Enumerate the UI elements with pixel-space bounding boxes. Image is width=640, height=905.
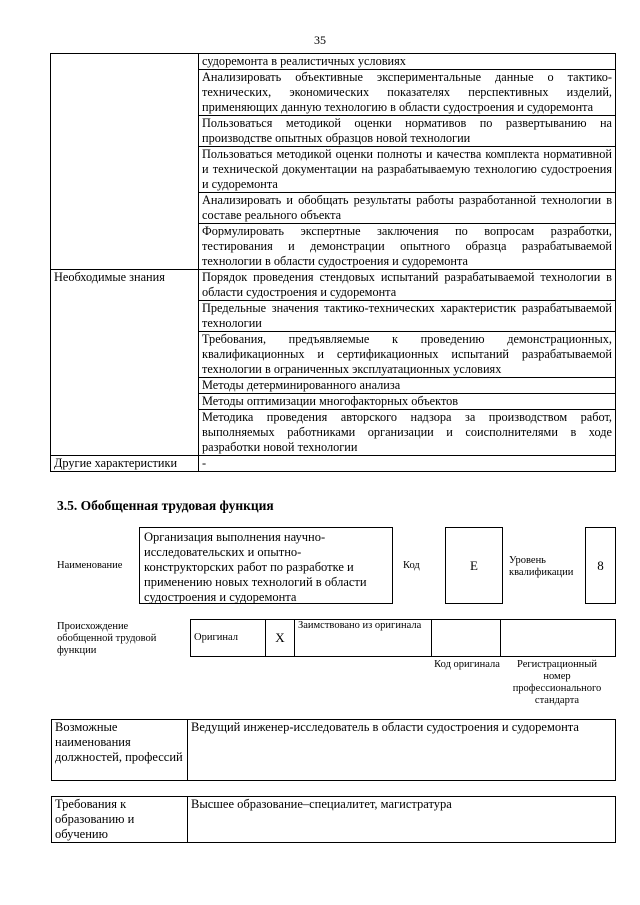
knowledge-item: Порядок проведения стендовых испытаний разрабатываемой технологии в области судостроения и судоремонта xyxy=(199,270,616,301)
table-row xyxy=(52,797,616,843)
name-label: Наименование xyxy=(57,560,123,571)
origin-table xyxy=(190,619,616,657)
knowledge-item: Требования, предъявляемые к проведению демонстрационных, квалификационных и сертификационных испытаний разрабатываемой технологии в ограниченных эксплуатационных условиях xyxy=(199,332,616,378)
code-label: Код xyxy=(403,560,420,571)
positions-value: Ведущий инженер-исследователь в области судостроения и судоремонта xyxy=(188,720,616,781)
function-name-box: Организация выполнения научно-исследовательских и опытно-конструкторских работ по разработке и применению новых технологий в области судостроения и судоремонта xyxy=(139,527,393,604)
section-title: 3.5. Обобщенная трудовая функция xyxy=(57,498,274,513)
qualification-level-label: Уровень квалификации xyxy=(509,555,574,578)
labor-function-table xyxy=(50,53,616,472)
qualification-level-box: 8 xyxy=(585,527,616,604)
table-row xyxy=(52,720,616,781)
page-number: 35 xyxy=(314,33,326,47)
positions-label: Возможные наименования должностей, профессий xyxy=(52,720,188,781)
skills-label-cell xyxy=(51,54,199,270)
table-row xyxy=(51,54,616,70)
education-table xyxy=(51,796,616,843)
positions-table xyxy=(51,719,616,781)
code-original-label: Код оригинала xyxy=(434,659,500,670)
table-row xyxy=(51,270,616,301)
borrowed-label: Заимствовано из оригинала xyxy=(295,620,432,657)
reg-number-cell xyxy=(501,620,616,657)
origin-label: Происхождение обобщенной трудовой функции xyxy=(57,621,157,656)
skill-item: Пользоваться методикой оценки нормативов по развертыванию на производстве опытных образцов новой технологии xyxy=(199,116,616,147)
other-characteristics-value: - xyxy=(199,456,616,472)
original-mark: X xyxy=(266,620,295,657)
education-value: Высшее образование–специалитет, магистратура xyxy=(188,797,616,843)
skill-item: Анализировать и обобщать результаты работы разработанной технологии в составе реального объекта xyxy=(199,193,616,224)
reg-number-label: Регистрационный номер профессионального стандарта xyxy=(512,659,602,706)
education-label: Требования к образованию и обучению xyxy=(52,797,188,843)
table-row xyxy=(51,456,616,472)
knowledge-label: Необходимые знания xyxy=(51,270,199,456)
code-value-box: E xyxy=(445,527,503,604)
code-original-cell xyxy=(432,620,501,657)
knowledge-item: Методы оптимизации многофакторных объектов xyxy=(199,394,616,410)
original-label: Оригинал xyxy=(191,620,266,657)
knowledge-item: Методика проведения авторского надзора за производством работ, выполняемых работниками организации и соисполнителями в ходе разработки новой технологии xyxy=(199,410,616,456)
skill-item: Пользоваться методикой оценки полноты и качества комплекта нормативной и технической документации на разрабатываемую технологию судостроения и судоремонта xyxy=(199,147,616,193)
knowledge-item: Методы детерминированного анализа xyxy=(199,378,616,394)
knowledge-item: Предельные значения тактико-технических характеристик разрабатываемой технологии xyxy=(199,301,616,332)
skill-item: Формулировать экспертные заключения по вопросам разработки, тестирования и демонстрации опытного образца разрабатываемой технологии в области судостроения и судоремонта xyxy=(199,224,616,270)
skill-item: судоремонта в реалистичных условиях xyxy=(199,54,616,70)
other-characteristics-label: Другие характеристики xyxy=(51,456,199,472)
skill-item: Анализировать объективные экспериментальные данные о тактико-технических, экономических показателях перспективных изделий, применяющих данную технологию в области судостроения и судоремонта xyxy=(199,70,616,116)
table-row xyxy=(191,620,616,657)
